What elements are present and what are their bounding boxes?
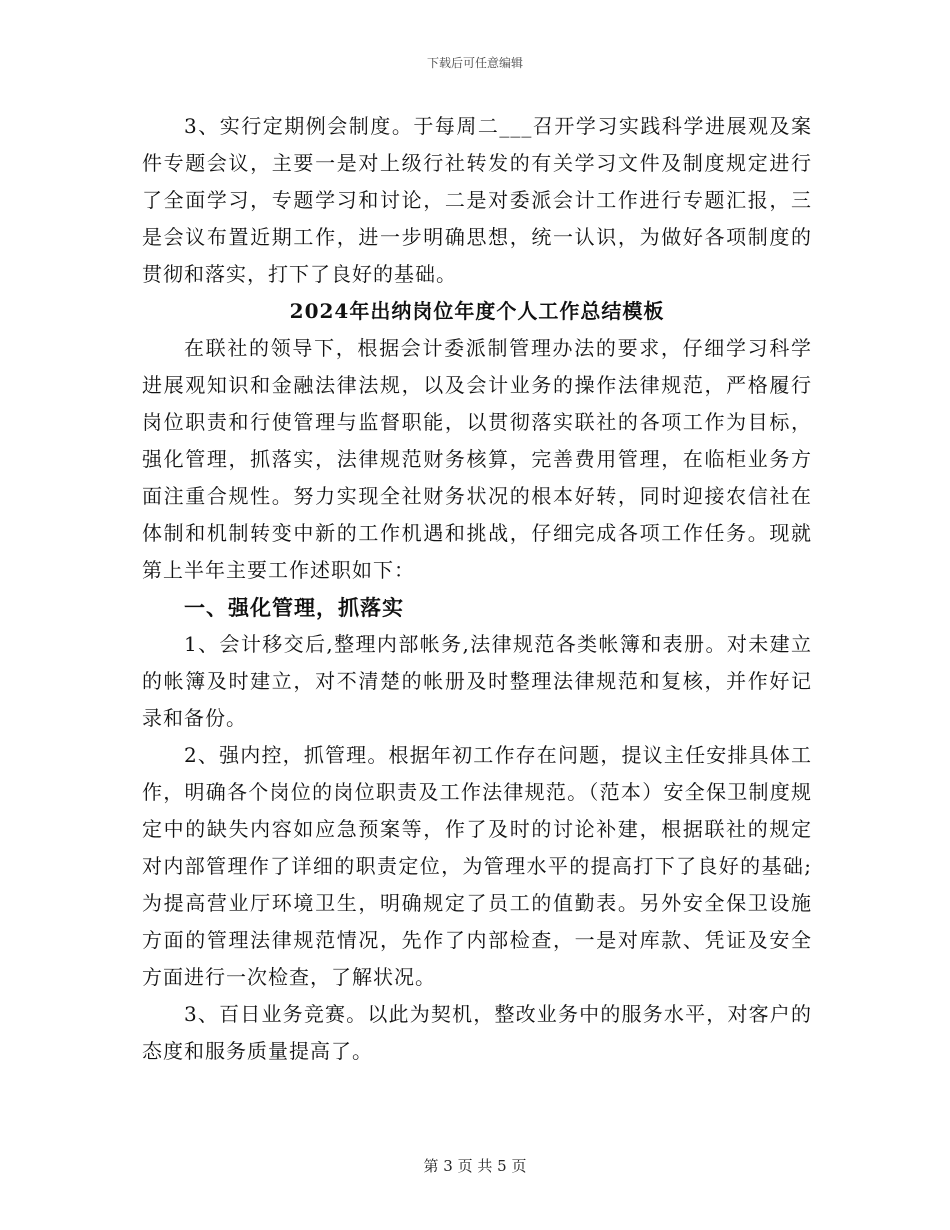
paragraph-item-1: 1、会计移交后,整理内部帐务,法律规范各类帐簿和表册。对未建立的帐簿及时建立，对不清楚的帐册及时整理法律规范和复核，并作好记录和备份。 [142,632,812,730]
section-heading-1: 一、强化管理，抓落实 [184,595,404,620]
document-body [142,108,812,1070]
document-title: 2024年出纳岗位年度个人工作总结模板 [289,299,665,323]
paragraph-intro: 在联社的领导下，根据会计委派制管理办法的要求，仔细学习科学进展观知识和金融法律法规，以及会计业务的操作法律规范，严格履行岗位职责和行使管理与监督职能，以贯彻落实联社的各项工作为目标，强化管理，抓落实，法律规范财务核算，完善费用管理，在临柜业务方面注重合规性。努力实现全社财务状况的根本好转，同时迎接农信社在体制和机制转变中新的工作机遇和挑战，仔细完成各项工作任务。现就第上半年主要工作述职如下： [142,336,812,582]
paragraph-meeting-system: 3、实行定期例会制度。于每周二___召开学习实践科学进展观及案件专题会议，主要一是对上级行社转发的有关学习文件及制度规定进行了全面学习，专题学习和讨论，二是对委派会计工作进行专题汇报，三是会议布置近期工作，进一步明确思想，统一认识，为做好各项制度的贯彻和落实，打下了良好的基础。 [142,114,812,286]
page-number: 第 3 页 共 5 页 [423,1157,527,1175]
paragraph-item-2: 2、强内控，抓管理。根据年初工作存在问题，提议主任安排具体工作，明确各个岗位的岗位职责及工作法律规范。（范本）安全保卫制度规定中的缺失内容如应急预案等，作了及时的讨论补建，根据联社的规定对内部管理作了详细的职责定位，为管理水平的提高打下了良好的基础;为提高营业厅环境卫生，明确规定了员工的值勤表。另外安全保卫设施方面的管理法律规范情况，先作了内部检查，一是对库款、凭证及安全方面进行一次检查，了解状况。 [142,743,812,989]
paragraph-item-3: 3、百日业务竞赛。以此为契机，整改业务中的服务水平，对客户的态度和服务质量提高了。 [142,1002,812,1063]
page-header-note: 下载后可任意编辑 [426,56,523,70]
